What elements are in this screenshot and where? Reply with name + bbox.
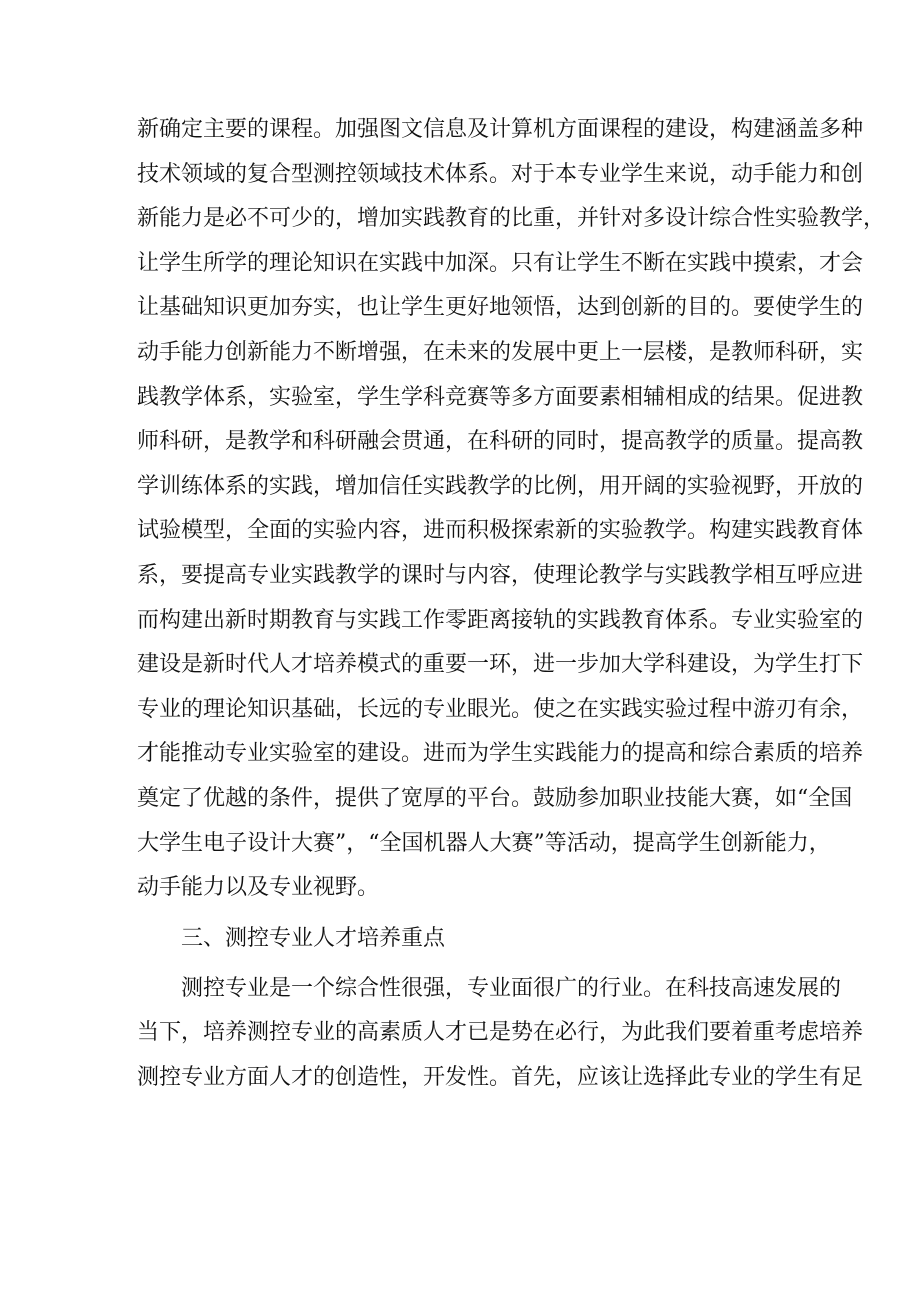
paragraph-line: 而构建出新时期教育与实践工作零距离接轨的实践教育体系。专业实验室的 [137, 607, 864, 633]
paragraph-line: 试验模型，全面的实验内容，进而积极探索新的实验教学。构建实践教育体 [137, 518, 864, 544]
section-heading: 三、测控专业人才培养重点 [181, 925, 446, 951]
paragraph-line: 新确定主要的课程。加强图文信息及计算机方面课程的建设，构建涵盖多种 [137, 117, 864, 142]
paragraph-line: 让学生所学的理论知识在实践中加深。只有让学生不断在实践中摸索，才会 [137, 250, 864, 276]
paragraph-line: 才能推动专业实验室的建设。进而为学生实践能力的提高和综合素质的培养 [137, 741, 864, 767]
paragraph-line: 学训练体系的实践，增加信任实践教学的比例，用开阔的实验视野，开放的 [137, 473, 864, 499]
document-body [137, 108, 886, 1100]
paragraph-line: 师科研，是教学和科研融会贯通，在科研的同时，提高教学的质量。提高教 [137, 429, 864, 455]
paragraph-line: 当下，培养测控专业的高素质人才已是势在必行，为此我们要着重考虑培养 [137, 1020, 864, 1046]
paragraph-line: 建设是新时代人才培养模式的重要一环，进一步加大学科建设，为学生打下 [137, 652, 864, 678]
paragraph-line: 新能力是必不可少的，增加实践教育的比重，并针对多设计综合性实验教学， [137, 206, 886, 232]
paragraph-line: 动手能力创新能力不断增强，在未来的发展中更上一层楼，是教师科研，实 [137, 339, 864, 365]
paragraph-line: 测控专业是一个综合性很强，专业面很广的行业。在科技高速发展的 [181, 975, 842, 1001]
paragraph-2 [137, 967, 864, 1101]
paragraph-1 [137, 108, 886, 911]
paragraph-line: 专业的理论知识基础，长远的专业眼光。使之在实践实验过程中游刃有余， [137, 696, 864, 722]
paragraph-line: 技术领域的复合型测控领域技术体系。对于本专业学生来说，动手能力和创 [137, 161, 864, 187]
paragraph-line: 践教学体系，实验室，学生学科竞赛等多方面要素相辅相成的结果。促进教 [137, 384, 864, 410]
paragraph-line: 奠定了优越的条件，提供了宽厚的平台。鼓励参加职业技能大赛，如“全国 [137, 785, 853, 811]
paragraph-line: 系，要提高专业实践教学的课时与内容，使理论教学与实践教学相互呼应进 [137, 562, 864, 588]
paragraph-line: 让基础知识更加夯实，也让学生更好地领悟，达到创新的目的。要使学生的 [137, 295, 864, 321]
paragraph-line: 动手能力以及专业视野。 [137, 875, 380, 901]
paragraph-line: 测控专业方面人才的创造性，开发性。首先，应该让选择此专业的学生有足 [137, 1064, 864, 1090]
paragraph-line: 大学生电子设计大赛”，“全国机器人大赛”等活动，提高学生创新能力， [137, 830, 831, 856]
